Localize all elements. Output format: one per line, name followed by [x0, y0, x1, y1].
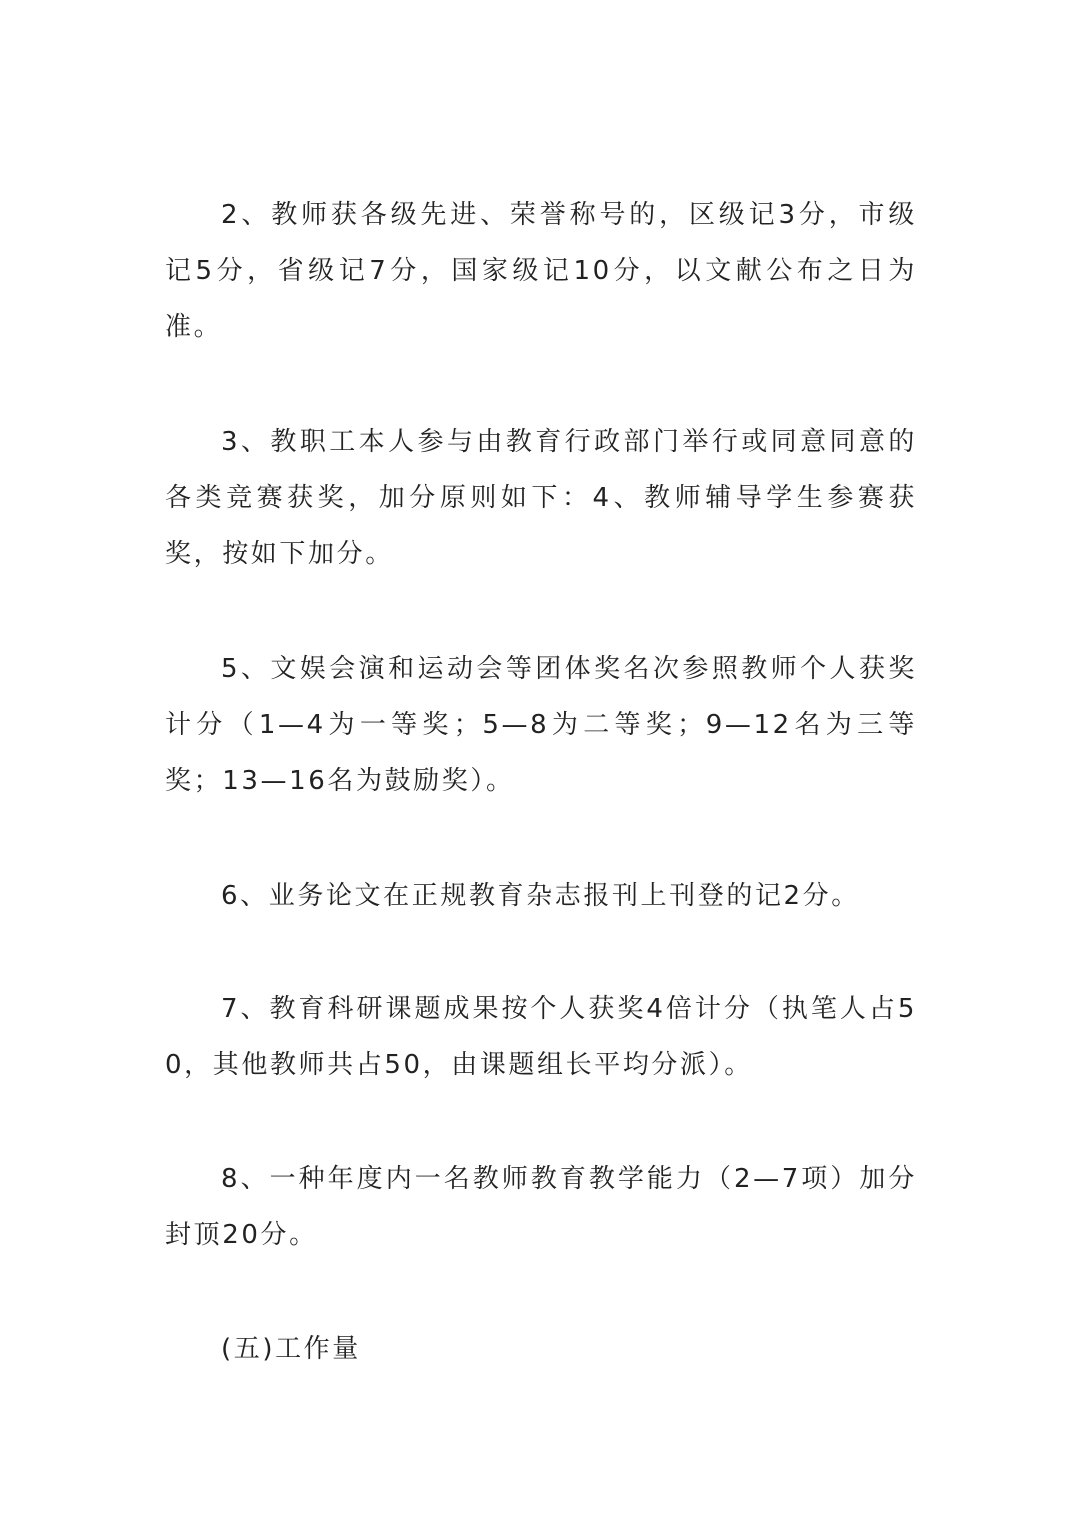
paragraph-item-3-4: 3、教职工本人参与由教育行政部门举行或同意同意的各类竞赛获奖，加分原则如下：4、教师辅导学生参赛获奖，按如下加分。: [165, 427, 917, 569]
paragraph-item-6: 6、业务论文在正规教育杂志报刊上刊登的记2分。: [221, 881, 860, 911]
paragraph-item-7: 7、教育科研课题成果按个人获奖4倍计分（执笔人占50，其他教师共占50，由课题组长平均分派）。: [165, 994, 917, 1080]
paragraph-item-8: 8、一种年度内一名教师教育教学能力（2—7项）加分封顶20分。: [165, 1164, 917, 1250]
paragraph-item-5: 5、文娱会演和运动会等团体奖名次参照教师个人获奖计分（1—4为一等奖；5—8为二等奖；9—12名为三等奖；13—16名为鼓励奖）。: [165, 654, 917, 796]
paragraph-item-2: 2、教师获各级先进、荣誉称号的，区级记3分，市级记5分，省级记7分，国家级记10分，以文献公布之日为准。: [165, 200, 917, 342]
section-heading-workload: (五)工作量: [221, 1334, 361, 1364]
document-page: [165, 0, 917, 1527]
